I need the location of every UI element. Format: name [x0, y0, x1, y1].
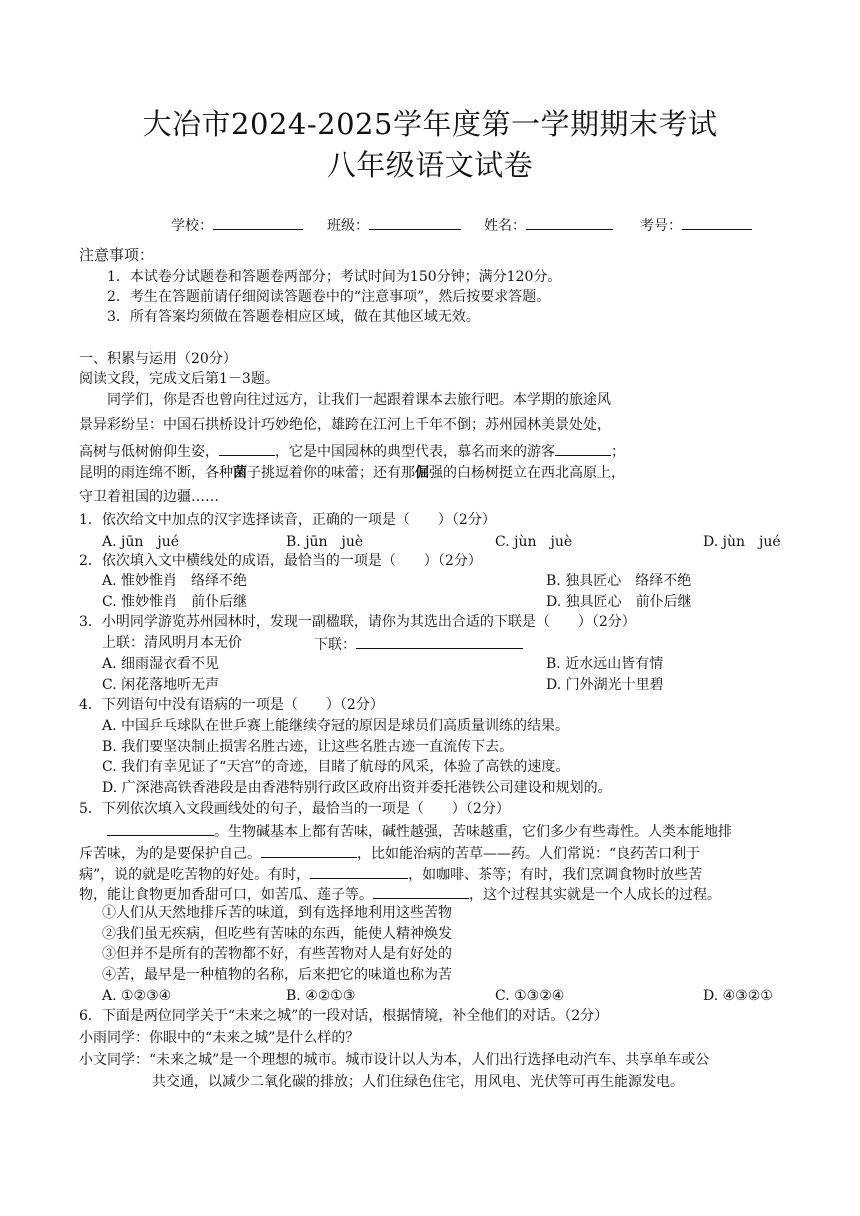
option-a: A. 中国乒乓球队在世乒赛上能继续夺冠的原因是球员们高质量训练的结果。: [102, 718, 570, 734]
sentence-option: ②我们虽无疾病，但吃些有苦味的东西，能使人精神焕发: [102, 926, 452, 942]
option-c: C. 闲花落地听无声: [102, 677, 220, 693]
q5-passage-line: [107, 821, 732, 841]
couplet-blank: [356, 634, 523, 649]
section-heading: 一、积累与运用（20分）: [79, 351, 237, 367]
option-c: C. 我们有幸见证了“天宫”的奇迹，目睹了航母的风采，体验了高铁的速度。: [102, 759, 570, 775]
option-c: C. 惟妙惟肖 前仆后继: [102, 594, 248, 610]
question-stem: 2．依次填入文中横线处的成语，最恰当的一项是（ ）（2分）: [79, 553, 482, 569]
idiom-blank-1: [219, 441, 275, 456]
q5-blank-2: [261, 843, 357, 858]
name-blank: [526, 215, 613, 230]
q5-passage-line: [79, 884, 721, 904]
q5-text: 斥苦味，为的是要保护自己。: [79, 846, 261, 862]
option-a: A. ①②③④: [102, 988, 172, 1004]
passage-text: 昆明的雨连绵不断，各种: [79, 465, 233, 481]
school-blank: [213, 215, 303, 230]
sentence-option: ①人们从天然地排斥苦的味道，到有选择地利用这些苦物: [102, 905, 452, 921]
section-intro: 阅读文段，完成文后第1－3题。: [79, 371, 279, 387]
notice-item: 3．所有答案均须做在答题卷相应区域，做在其他区域无效。: [107, 309, 480, 325]
notice-item: 2．考生在答题前请仔细阅读答题卷中的“注意事项”，然后按要求答题。: [107, 289, 551, 305]
passage-text: ，它是中国园林的典型代表，慕名而来的游客: [275, 444, 555, 460]
question-stem: 4．下列语句中没有语病的一项是（ ）（2分）: [79, 697, 384, 713]
passage-text: 高树与低树俯仰生姿，: [79, 444, 219, 460]
passage-text: 强的白杨树挺立在西北高原上，: [429, 465, 625, 481]
option-c: C. jùn juè: [495, 534, 573, 550]
passage-text: 子挑逗着你的味蕾；还有那: [247, 465, 415, 481]
class-label: 班级：: [327, 218, 369, 234]
sentence-option: ④苦，最早是一种植物的名称，后来把它的味道也称为苦: [102, 967, 452, 983]
name-field: [484, 215, 613, 235]
q5-text: 物，能让食物更加香甜可口，如苦瓜、莲子等。: [79, 887, 373, 903]
option-b: B. ④②①③: [286, 988, 356, 1004]
passage-line: 同学们，你是否也曾向往过远方，让我们一起跟着课本去旅行吧。本学期的旅途风: [107, 392, 611, 408]
option-d: D. ④③②①: [703, 988, 773, 1004]
exam-number-blank: [682, 215, 752, 230]
option-b: B. 我们要坚决制止损害名胜古迹，让这些名胜古迹一直流传下去。: [102, 739, 514, 755]
exam-number-field: [640, 215, 752, 235]
q5-passage-line: [79, 864, 702, 884]
notice-item: 1．本试卷分试题卷和答题卷两部分；考试时间为150分钟；满分120分。: [107, 269, 562, 285]
question-stem: 5．下列依次填入文段画线处的句子，最恰当的一项是（ ）（2分）: [79, 801, 510, 817]
question-stem: 1．依次给文中加点的汉字选择读音，正确的一项是（ ）（2分）: [79, 512, 496, 528]
exam-subtitle: 八年级语文试卷: [326, 148, 534, 182]
idiom-blank-2: [555, 441, 611, 456]
option-d: D. 独具匠心 前仆后继: [546, 594, 692, 610]
q5-blank-3: [310, 864, 408, 879]
option-d: D. 门外湖光十里碧: [546, 677, 664, 693]
passage-line: [79, 464, 625, 482]
school-label: 学校：: [171, 218, 213, 234]
passage-text: ；: [611, 444, 625, 460]
q5-passage-line: [79, 843, 700, 863]
passage-line: 景异彩纷呈：中国石拱桥设计巧妙绝伦，雄跨在江河上千年不倒；苏州园林美景处处，: [79, 417, 611, 433]
school-field: [171, 215, 303, 235]
dialogue-line: 共交通，以减少二氧化碳的排放；人们住绿色住宅，用风电、光伏等可再生能源发电。: [152, 1074, 684, 1090]
option-a: A. 惟妙惟肖 络绎不绝: [102, 573, 248, 589]
q5-blank-4: [373, 884, 469, 899]
sentence-option: ③但并不是所有的苦物都不好，有些苦物对人是有好处的: [102, 946, 452, 962]
dialogue-line: 小文同学：“未来之城”是一个理想的城市。城市设计以人为本，人们出行选择电动汽车、共享单车或公: [79, 1052, 710, 1068]
notice-heading: 注意事项：: [79, 246, 155, 264]
dialogue-line: 小雨同学：你眼中的“未来之城”是什么样的？: [79, 1030, 360, 1046]
option-b: B. 近水远山皆有情: [546, 656, 664, 672]
q5-text: ，这个过程其实就是一个人成长的过程。: [469, 887, 721, 903]
question-stem: 3．小明同学游览苏州园林时，发现一副楹联，请你为其选出合适的下联是（ ）（2分）: [79, 614, 636, 630]
exam-number-label: 考号：: [640, 218, 682, 234]
dotted-char: 菌: [233, 465, 247, 481]
q5-blank-1: [107, 821, 214, 836]
option-b: B. jūn juè: [286, 534, 364, 550]
couplet-lower-label: 下联：: [314, 637, 356, 653]
class-blank: [369, 215, 461, 230]
option-a: A. 细雨湿衣看不见: [102, 656, 220, 672]
dotted-char: 倔: [415, 465, 429, 481]
q5-text: 。生物碱基本上都有苦味，碱性越强，苦味越重，它们多少有些毒性。人类本能地排: [214, 824, 732, 840]
class-field: [327, 215, 461, 235]
passage-line: 守卫着祖国的边疆……: [79, 489, 219, 505]
option-d: D. jùn jué: [703, 534, 781, 550]
name-label: 姓名：: [484, 218, 526, 234]
passage-line: [79, 441, 625, 461]
couplet-lower: [314, 634, 523, 654]
q5-text: ，如咖啡、茶等；有时，我们烹调食物时放些苦: [408, 867, 703, 883]
q5-text: 病”，说的就是吃苦物的好处。有时，: [79, 867, 311, 883]
question-stem: 6．下面是两位同学关于“未来之城”的一段对话，根据情境，补全他们的对话。（2分）: [79, 1008, 609, 1024]
option-b: B. 独具匠心 络绎不绝: [546, 573, 692, 589]
option-c: C. ①③②④: [495, 988, 565, 1004]
exam-title: 大冶市2024-2025学年度第一学期期末考试: [142, 107, 718, 141]
q5-text: ，比如能治病的苦草——药。人们常说：“良药苦口利于: [357, 846, 701, 862]
couplet-upper: 上联：清风明月本无价: [102, 635, 242, 651]
option-d: D. 广深港高铁香港段是由香港特别行政区政府出资并委托港铁公司建设和规划的。: [102, 780, 612, 796]
option-a: A. jūn jué: [102, 534, 180, 550]
